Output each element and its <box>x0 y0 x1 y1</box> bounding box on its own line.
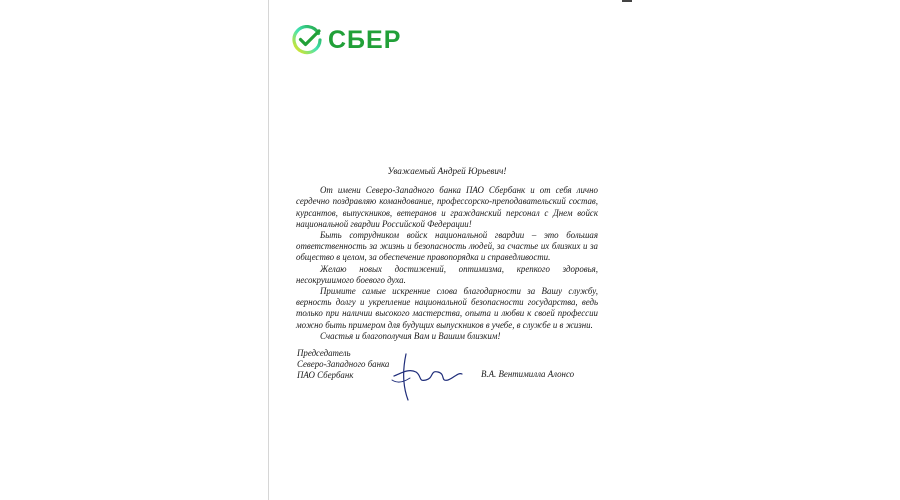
closing-line: Счастья и благополучия Вам и Вашим близким! <box>320 330 501 341</box>
sber-check-circle-icon <box>292 25 322 55</box>
signer-title-line: Северо-Западного банка <box>297 359 390 370</box>
sber-logo <box>292 24 401 56</box>
page-edge <box>268 0 269 500</box>
corner-mark <box>622 0 632 2</box>
letter-body <box>296 166 598 342</box>
paragraph: Быть сотрудником войск национальной гвардии – это большая ответственность за жизнь и безопасность людей, за счастье их близких и за общество в целом, за обеспечение правопорядка и справедливости. <box>296 230 598 263</box>
paragraph: От имени Северо-Западного банка ПАО Сбербанк и от себя лично сердечно поздравляю командование, профессорско-преподавательский состав, курсантов, выпускников, ветеранов и гражданский персонал с Днем войск национальной гвардии Российской Федерации! <box>296 185 598 229</box>
handwritten-signature <box>388 350 466 411</box>
paragraph: Желаю новых достижений, оптимизма, крепкого здоровья, несокрушимого боевого духа. <box>296 263 598 285</box>
signer-title-line: ПАО Сбербанк <box>297 370 354 381</box>
salutation: Уважаемый Андрей Юрьевич! <box>387 166 507 176</box>
signer-title-line: Председатель <box>297 348 351 358</box>
signer-name: В.А. Вентимилла Алонсо <box>481 369 575 379</box>
paragraph: Примите самые искренние слова благодарности за Вашу службу, верность долгу и укрепление национальной безопасности государства, ведь только при наличии высокого мастерства, опыта и любви к своей профессии можно быть примером для будущих выпускников в учебе, в службе и в жизни. <box>296 286 598 330</box>
brand-name: СБЕР <box>328 25 402 54</box>
signer-title <box>297 348 389 382</box>
